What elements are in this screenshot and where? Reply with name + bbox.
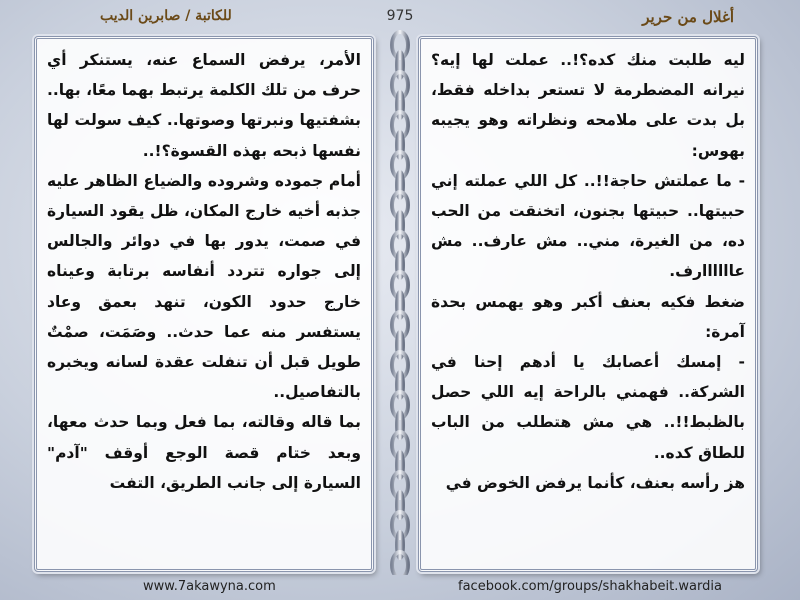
author-title: للكاتبة / صابرين الديب <box>100 8 232 24</box>
paragraph: ليه طلبت منك كده؟!.. عملت لها إيه؟ نيرانه المضطرمة لا تستعر بداخله فقط، بل بدت على ملامحه ونظراته وهو يجيبه بهوس: <box>431 51 745 160</box>
paragraph: - إمسك أعصابك يا أدهم إحنا في الشركة.. فهمني بالراحة إيه اللي حصل بالظبط!!.. هي مش هتطلب من الباب للطاق كده.. <box>431 353 745 462</box>
page-footer <box>0 576 800 600</box>
paragraph: الأمر، يرفض السماع عنه، يستنكر أي حرف من تلك الكلمة يرتبط بهما معًا، بها.. بشفتيها ونبرتها وصوتها.. كيف سولت لها نفسها ذبحه بهذه القسوة؟!.. <box>47 51 361 160</box>
paragraph: هز رأسه بعنف، كأنما يرفض الخوض في <box>445 473 745 492</box>
page-header <box>0 0 800 34</box>
website-link[interactable]: www.7akawyna.com <box>143 579 276 594</box>
paragraph: أمام جموده وشروده والضياع الظاهر عليه جذبه أخيه خارج المكان، ظل يقود السيارة في صمت، يدور بها في دوائر والجالس إلى جواره تتردد أنفاسه برتابة وعيناه خارج حدود الكون، تنهد بعمق وعاد يستفسر منه عما حدث.. وصَمَت، صمْتٌ طويل قبل أن تنفلت عقدة لسانه ويخبره بالتفاصيل.. <box>47 171 361 402</box>
right-text-panel <box>418 36 758 572</box>
book-title: أغلال من حرير <box>642 8 734 26</box>
facebook-link[interactable]: facebook.com/groups/shakhabeit.wardia <box>458 579 722 594</box>
paragraph: ضغط فكيه بعنف أكبر وهو يهمس بحدة آمرة: <box>431 292 745 341</box>
page-number: 975 <box>386 8 414 24</box>
chain-divider-icon <box>384 30 416 575</box>
left-text-panel <box>34 36 374 572</box>
paragraph: - ما عملتش حاجة!!.. كل اللي عملته إني حبيتها.. حبيتها بجنون، اتخنقت من الحب ده، من الغيرة، مني.. مش عارف.. مش عاااااارف. <box>431 171 745 281</box>
paragraph: بما قاله وقالته، بما فعل وبما حدث معها، وبعد ختام قصة الوجع أوقف "آدم" السيارة إلى جانب الطريق، التفت <box>47 413 361 492</box>
